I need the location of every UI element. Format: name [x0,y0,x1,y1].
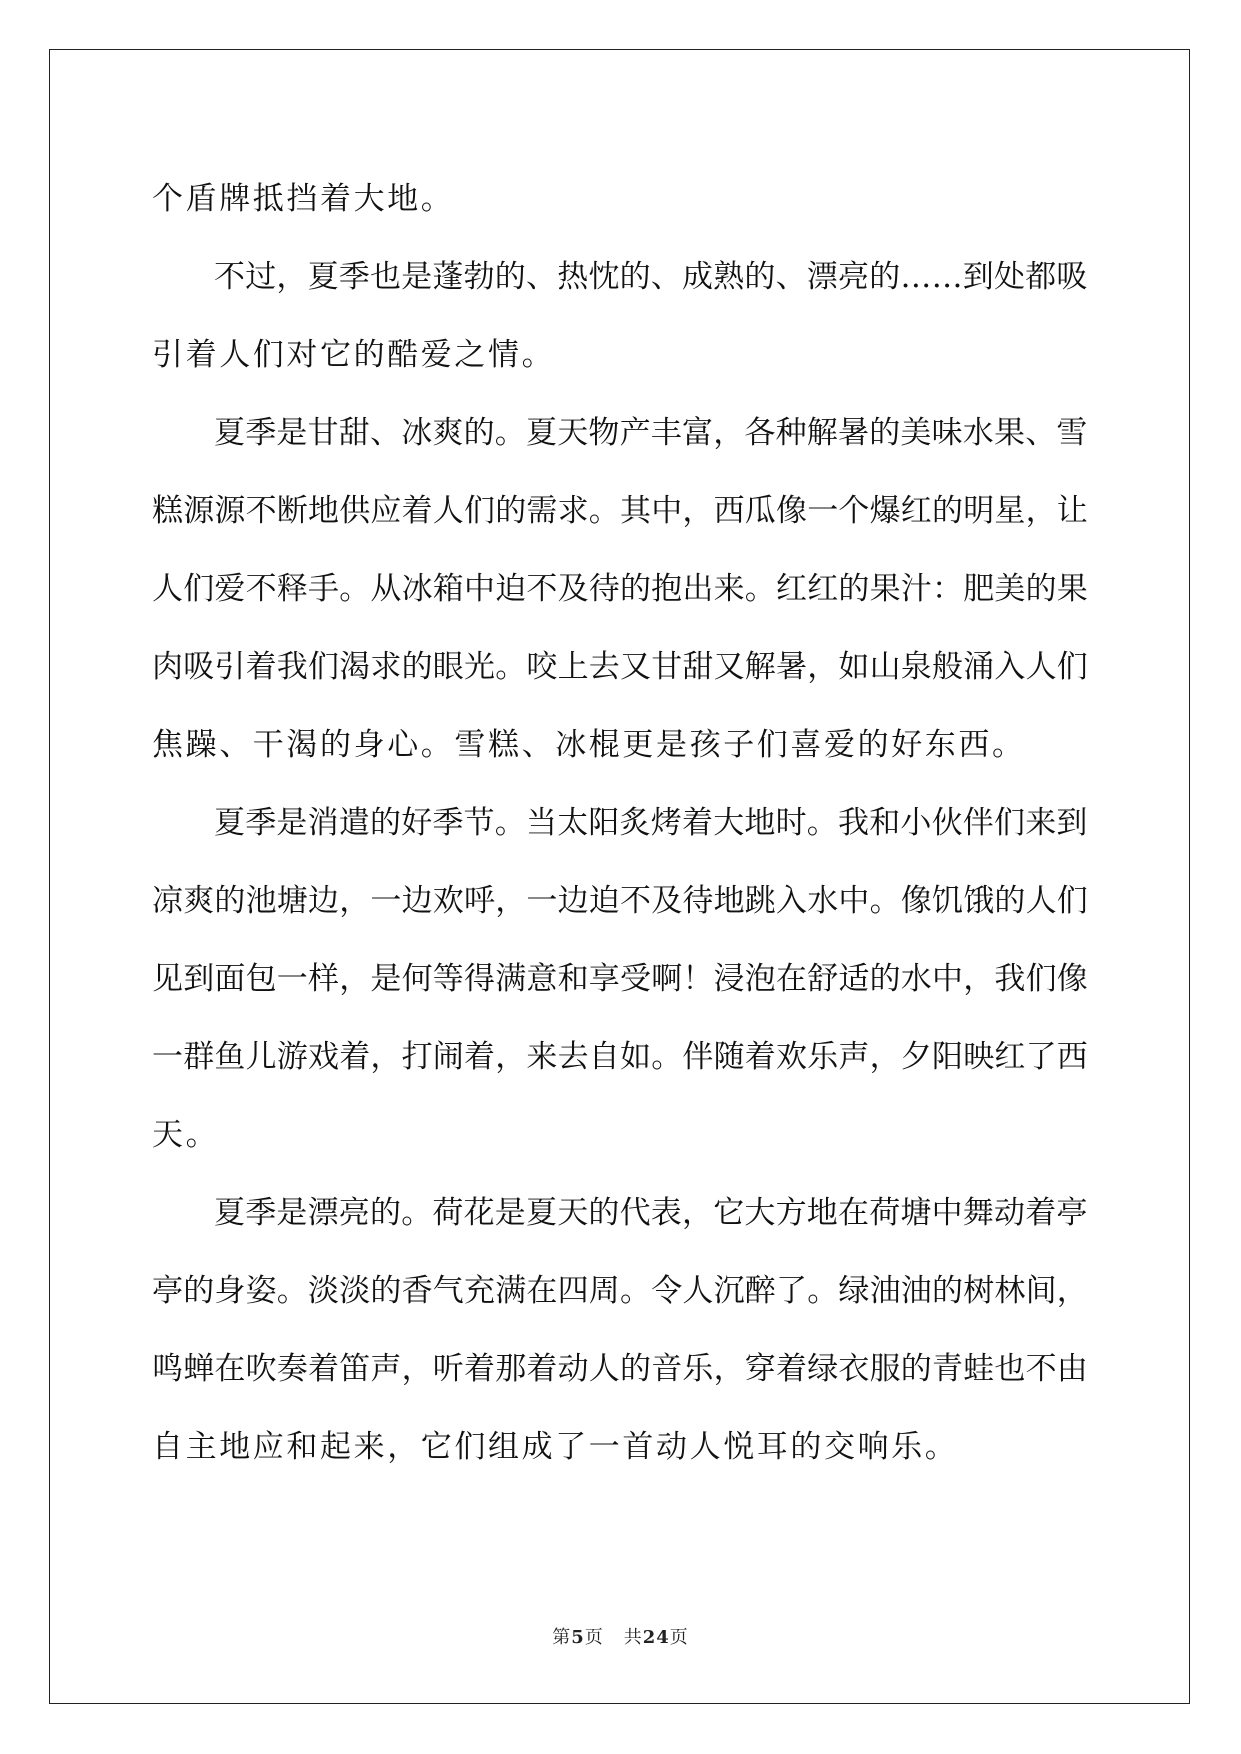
text-line: 见到面包一样，是何等得满意和享受啊！浸泡在舒适的水中，我们像 [152,961,1088,997]
page-suffix: 页 [584,1627,604,1648]
text-line: 个盾牌抵挡着大地。 [152,181,455,217]
text-line: 天。 [152,1117,220,1153]
text-line: 亭的身姿。淡淡的香气充满在四周。令人沉醉了。绿油油的树林间， [152,1273,1088,1309]
paragraph-first-line: 夏季是甘甜、冰爽的。夏天物产丰富，各种解暑的美味水果、雪 [214,415,1088,451]
page-current: 5 [571,1627,585,1648]
text-line: 焦躁、干渴的身心。雪糕、冰棍更是孩子们喜爱的好东西。 [152,727,1026,763]
text-line: 肉吸引着我们渴求的眼光。咬上去又甘甜又解暑，如山泉般涌入人们 [152,649,1088,685]
text-line: 凉爽的池塘边，一边欢呼，一边迫不及待地跳入水中。像饥饿的人们 [152,883,1088,919]
page-total: 24 [642,1627,670,1648]
text-line: 糕源源不断地供应着人们的需求。其中，西瓜像一个爆红的明星，让 [152,493,1088,529]
document-body [152,160,1092,1486]
total-prefix: 共 [623,1627,643,1648]
text-line: 鸣蝉在吹奏着笛声，听着那着动人的音乐，穿着绿衣服的青蛙也不由 [152,1351,1088,1387]
text-line: 人们爱不释手。从冰箱中迫不及待的抱出来。红红的果汁：肥美的果 [152,571,1088,607]
text-line: 引着人们对它的酷爱之情。 [152,337,556,373]
page-footer [0,1623,1241,1649]
paragraph-first-line: 不过，夏季也是蓬勃的、热忱的、成熟的、漂亮的……到处都吸 [214,259,1088,295]
total-suffix: 页 [669,1627,689,1648]
text-line: 一群鱼儿游戏着，打闹着，来去自如。伴随着欢乐声，夕阳映红了西 [152,1039,1088,1075]
paragraph-first-line: 夏季是消遣的好季节。当太阳炙烤着大地时。我和小伙伴们来到 [214,805,1088,841]
paragraph-first-line: 夏季是漂亮的。荷花是夏天的代表，它大方地在荷塘中舞动着亭 [214,1195,1088,1231]
text-line: 自主地应和起来，它们组成了一首动人悦耳的交响乐。 [152,1429,959,1465]
page-prefix: 第 [552,1627,572,1648]
